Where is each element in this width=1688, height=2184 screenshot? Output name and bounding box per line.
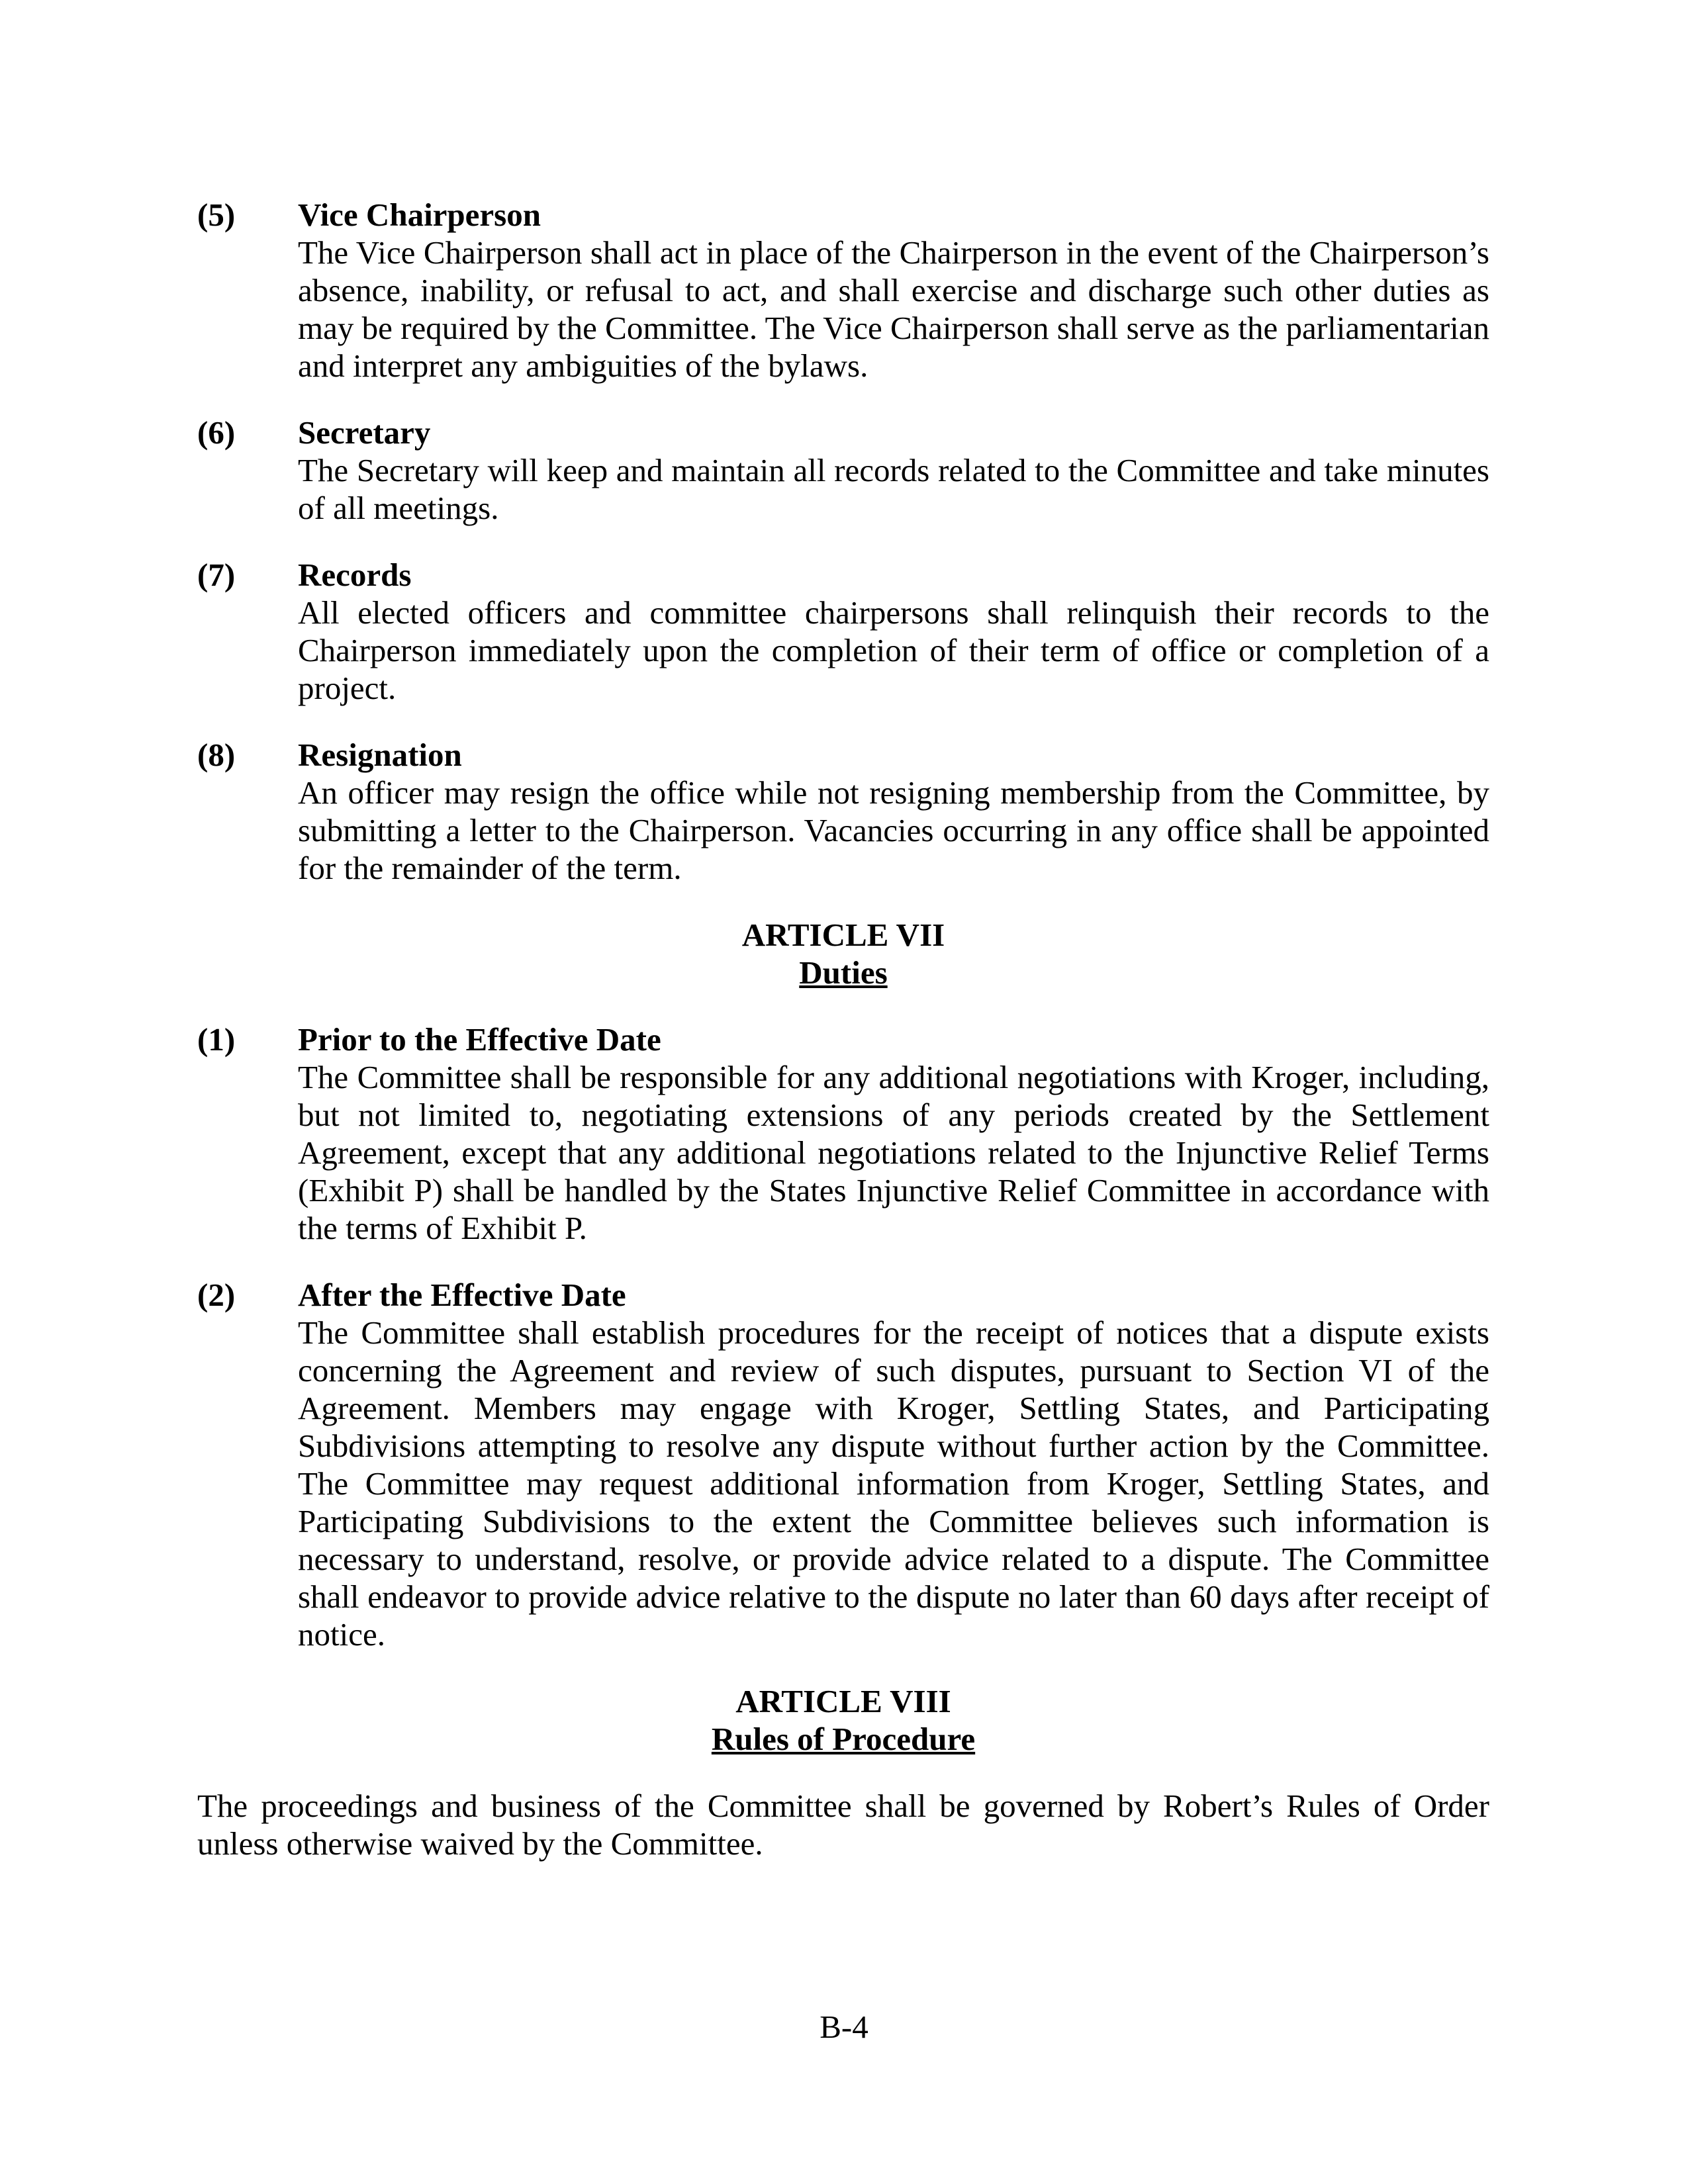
section-prior-effective-date xyxy=(197,1021,1489,1247)
section-heading: Records xyxy=(298,557,412,593)
section-body: The Committee shall establish procedures for the receipt of notices that a dispute exists concerning the Agreement and review of such disputes, pursuant to Section VI of the Agreement. Members may engage with Kroger, Settling States, and Participating Subdivisions attempting to resolve any dispute without further action by the Committee. The Committee may request additional information from Kroger, Settling States, and Participating Subdivisions to the extent the Committee believes such information is necessary to understand, resolve, or provide advice related to a dispute. The Committee shall endeavor to provide advice relative to the dispute no later than 60 days after receipt of notice. xyxy=(298,1314,1489,1653)
section-heading: Resignation xyxy=(298,737,462,773)
section-heading: Vice Chairperson xyxy=(298,197,541,233)
article-subtitle: Duties xyxy=(799,954,888,991)
section-after-effective-date xyxy=(197,1276,1489,1653)
section-number: (8) xyxy=(197,737,236,773)
article-7-heading xyxy=(197,916,1489,991)
document-page xyxy=(197,196,1489,1862)
article-8-heading xyxy=(197,1682,1489,1758)
section-heading: After the Effective Date xyxy=(298,1277,626,1313)
section-heading: Secretary xyxy=(298,414,431,451)
section-secretary xyxy=(197,414,1489,527)
article-8-body: The proceedings and business of the Committee shall be governed by Robert’s Rules of Order unless otherwise waived by the Committee. xyxy=(197,1788,1489,1862)
section-vice-chairperson xyxy=(197,196,1489,385)
section-number: (5) xyxy=(197,197,236,233)
section-resignation xyxy=(197,736,1489,887)
section-number: (1) xyxy=(197,1021,236,1058)
section-body: The Committee shall be responsible for any additional negotiations with Kroger, including, but not limited to, negotiating extensions of any periods created by the Settlement Agreement, except that any additional negotiations related to the Injunctive Relief Terms (Exhibit P) shall be handled by the States Injunctive Relief Committee in accordance with the terms of Exhibit P. xyxy=(298,1059,1489,1246)
section-body: The Secretary will keep and maintain all records related to the Committee and take minutes of all meetings. xyxy=(298,452,1489,526)
section-body: All elected officers and committee chairpersons shall relinquish their records to the Chairperson immediately upon the completion of their term of office or completion of a project. xyxy=(298,594,1489,706)
page-number: B-4 xyxy=(820,2009,868,2045)
section-records xyxy=(197,556,1489,707)
article-title: ARTICLE VIII xyxy=(735,1683,951,1719)
section-number: (7) xyxy=(197,557,236,593)
section-number: (6) xyxy=(197,414,236,451)
section-number: (2) xyxy=(197,1277,236,1313)
article-subtitle: Rules of Procedure xyxy=(711,1721,976,1757)
section-body: The Vice Chairperson shall act in place of the Chairperson in the event of the Chairperson’s absence, inability, or refusal to act, and shall exercise and discharge such other duties as may be required by the Committee. The Vice Chairperson shall serve as the parliamentarian and interpret any ambiguities of the bylaws. xyxy=(298,234,1489,384)
article-title: ARTICLE VII xyxy=(741,917,945,953)
section-heading: Prior to the Effective Date xyxy=(298,1021,661,1058)
section-body: An officer may resign the office while not resigning membership from the Committee, by submitting a letter to the Chairperson. Vacancies occurring in any office shall be appointed for the remainder of the term. xyxy=(298,774,1489,886)
